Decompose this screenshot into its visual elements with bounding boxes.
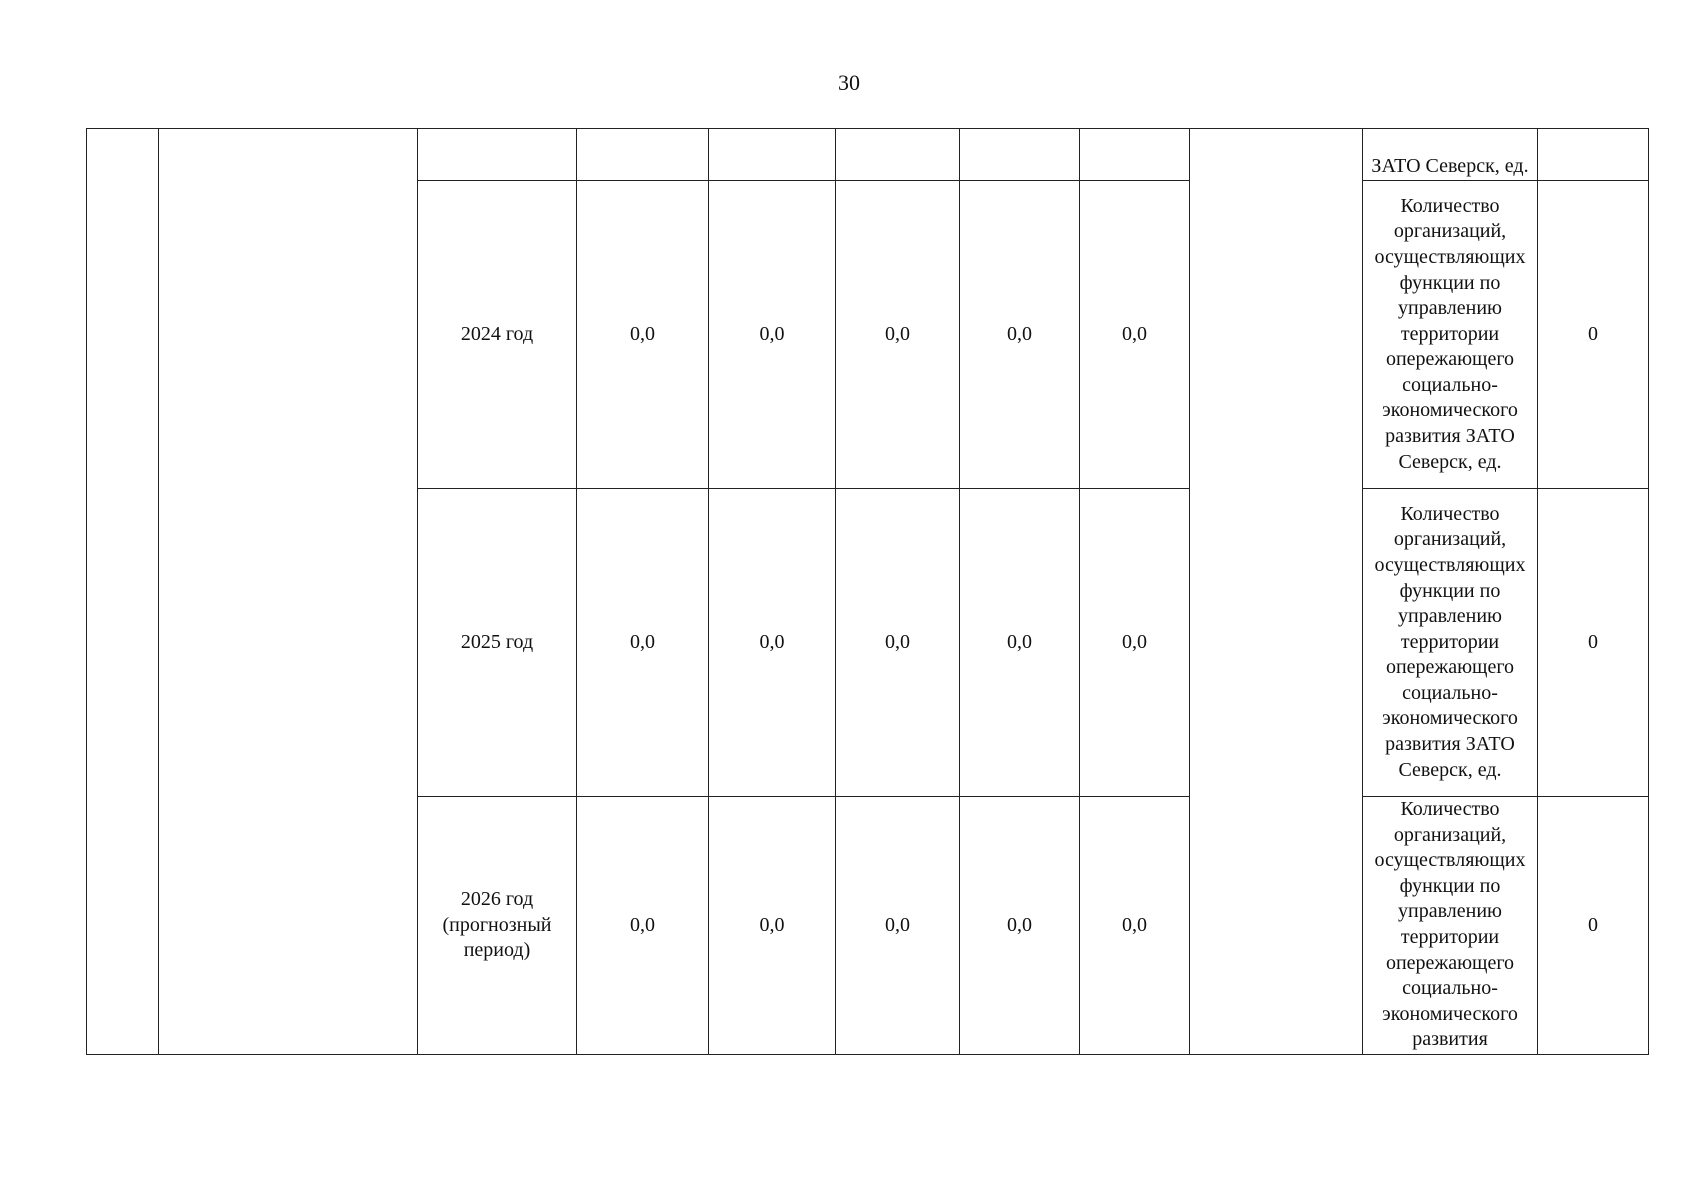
value-cell: [960, 129, 1080, 181]
indicator-text: ЗАТО Северск, ед.: [1371, 155, 1529, 178]
value-cell: 0,0: [1080, 797, 1190, 1055]
indicator-value-cell: [1538, 129, 1649, 181]
number-cell: [87, 129, 159, 1055]
value-cell: 0,0: [709, 181, 836, 489]
value-cell: 0,0: [960, 181, 1080, 489]
value-cell: [836, 129, 960, 181]
value-cell: 0,0: [709, 489, 836, 797]
page-number: 30: [838, 70, 860, 95]
indicator-cell: [1363, 181, 1538, 489]
indicator-text: Количество организаций, осуществляющих функции по управлению территории опережающего социально-экономического развития ЗАТО Северск, ед.: [1374, 194, 1526, 473]
indicator-value-cell: 0: [1538, 797, 1649, 1055]
indicator-text: Количество организаций, осуществляющих функции по управлению территории опережающего социально-экономического развития: [1374, 798, 1526, 1051]
indicator-cell: [1363, 489, 1538, 797]
value-cell: 0,0: [960, 797, 1080, 1055]
value-cell: [1080, 129, 1190, 181]
value-cell: 0,0: [577, 181, 709, 489]
value-cell: 0,0: [836, 489, 960, 797]
indicator-value-cell: 0: [1538, 181, 1649, 489]
event-name-cell: [159, 129, 418, 1055]
value-cell: 0,0: [960, 489, 1080, 797]
value-cell: 0,0: [577, 489, 709, 797]
value-cell: 0,0: [836, 797, 960, 1055]
indicator-cell: [1363, 129, 1538, 181]
value-cell: 0,0: [836, 181, 960, 489]
period-cell: 2025 год: [418, 489, 577, 797]
period-text: 2026 год (прогнозный период): [442, 888, 552, 962]
table-row-continuation: [87, 129, 1649, 181]
indicator-value-cell: 0: [1538, 489, 1649, 797]
indicator-cell: [1363, 797, 1538, 1055]
value-cell: 0,0: [709, 797, 836, 1055]
value-cell: [709, 129, 836, 181]
period-cell: [418, 797, 577, 1055]
value-cell: 0,0: [1080, 181, 1190, 489]
value-cell: [577, 129, 709, 181]
period-cell: [418, 129, 577, 181]
program-table: [86, 128, 1649, 1055]
value-cell: 0,0: [1080, 489, 1190, 797]
period-cell: 2024 год: [418, 181, 577, 489]
responsible-cell: [1190, 129, 1363, 1055]
indicator-text: Количество организаций, осуществляющих функции по управлению территории опережающего социально-экономического развития ЗАТО Северск, ед.: [1374, 502, 1526, 781]
value-cell: 0,0: [577, 797, 709, 1055]
